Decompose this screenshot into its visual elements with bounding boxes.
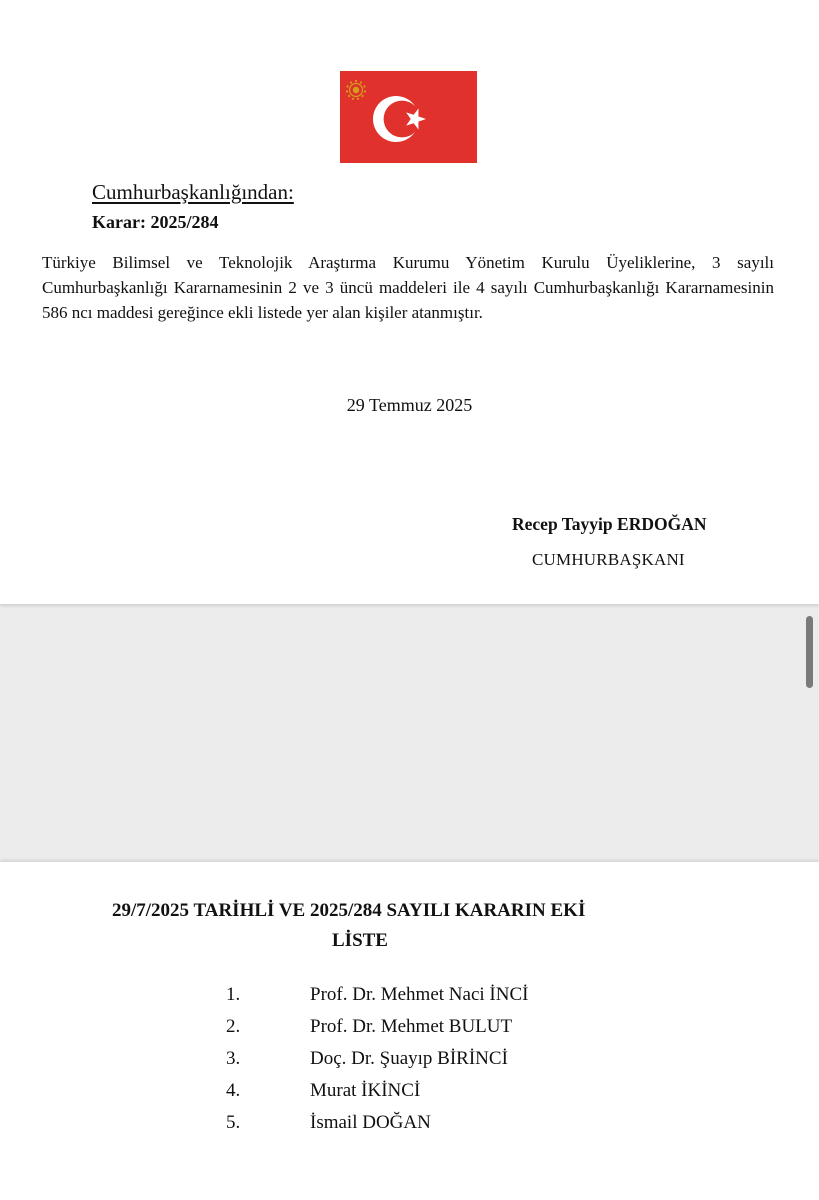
list-title-continued: LİSTE [332,930,388,951]
list-item-number: 5. [226,1112,241,1133]
list-item-name: Murat İKİNCİ [310,1080,421,1101]
issuer-heading: Cumhurbaşkanlığından: [92,180,294,204]
list-item-number: 1. [226,984,241,1005]
list-item-name: İsmail DOĞAN [310,1112,431,1133]
list-item-number: 3. [226,1048,241,1069]
list-title: 29/7/2025 TARİHLİ VE 2025/284 SAYILI KARARIN EKİ [112,900,586,921]
decision-number: Karar: 2025/284 [92,212,219,232]
scrollbar-thumb[interactable] [806,616,813,688]
turkish-presidential-flag-icon [340,71,477,163]
list-page [0,862,819,1200]
list-item-name: Doç. Dr. Şuayıp BİRİNCİ [310,1048,508,1069]
list-item-name: Prof. Dr. Mehmet Naci İNCİ [310,984,529,1005]
list-item-name: Prof. Dr. Mehmet BULUT [310,1016,513,1037]
signer-name: Recep Tayyip ERDOĞAN [512,514,707,534]
list-item-number: 4. [226,1080,241,1101]
decree-date: 29 Temmuz 2025 [346,395,473,415]
decree-body-text: Türkiye Bilimsel ve Teknolojik Araştırma Kurumu Yönetim Kurulu Üyeliklerine, 3 sayılı Cumhurbaşkanlığı Kararnamesinin 2 ve 3 üncü maddeleri ile 4 sayılı Cumhurbaşkanlığı Kararnamesinin 586 ncı maddesi gereğince ekli listede yer alan kişiler atanmıştır. [42,253,774,322]
list-item-number: 2. [226,1016,241,1037]
signer-title: CUMHURBAŞKANI [532,550,685,569]
